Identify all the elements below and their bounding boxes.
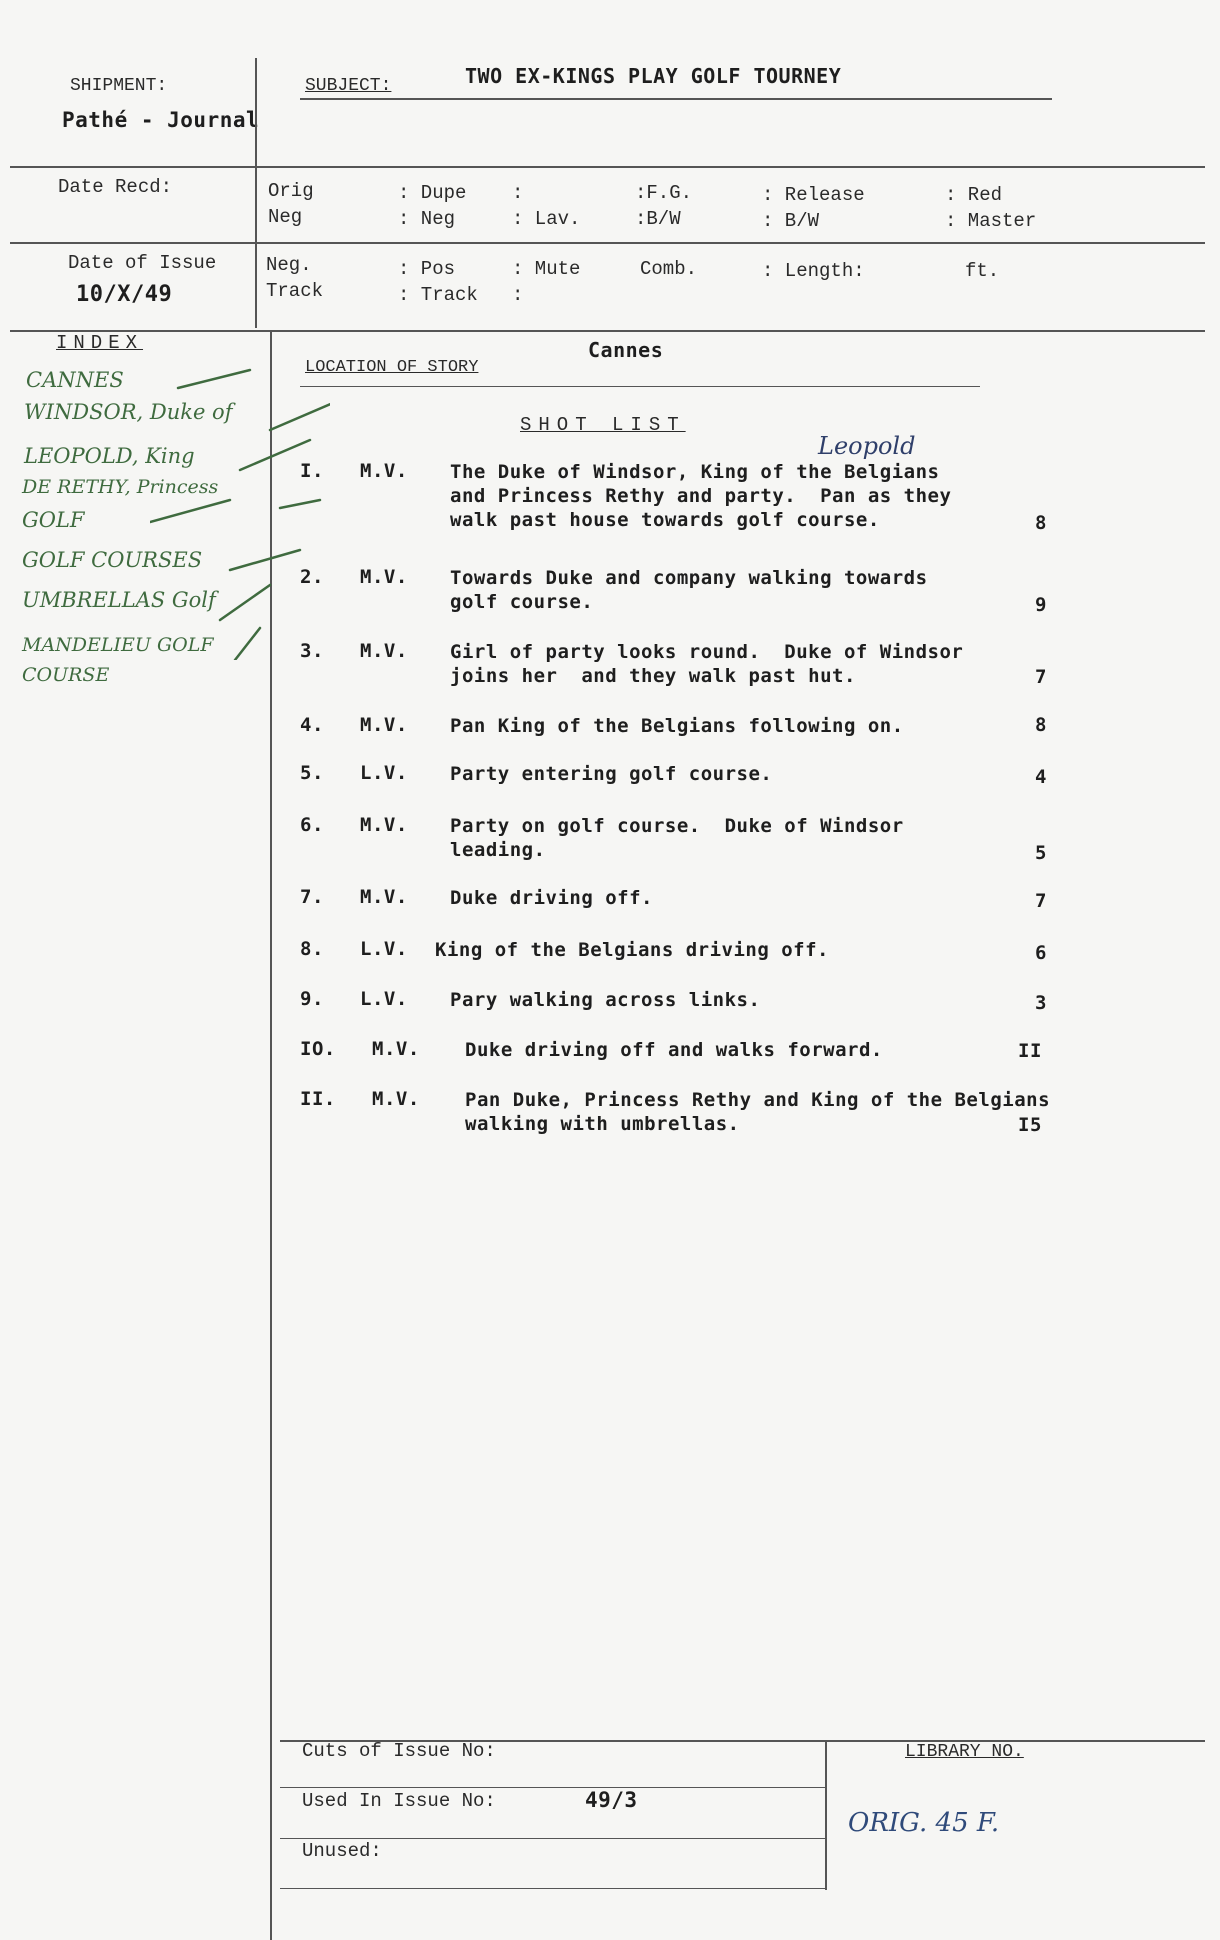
- library-label: LIBRARY NO.: [905, 1742, 1024, 1762]
- index-entry: LEOPOLD, King: [24, 444, 195, 468]
- shot-length: 8: [1035, 714, 1047, 736]
- shot-number: 5.: [300, 762, 324, 784]
- shot-row: [300, 886, 1200, 946]
- rule-1: [10, 166, 1205, 168]
- location-rule: [300, 386, 980, 387]
- used-value: 49/3: [585, 1788, 638, 1812]
- length-label: : Length:: [762, 260, 865, 282]
- shot-row: [300, 460, 1200, 534]
- pos-track: : Pos : Track: [398, 258, 478, 306]
- shot-number: II.: [300, 1088, 336, 1110]
- index-entry: CANNES: [26, 368, 124, 392]
- shot-number: IO.: [300, 1038, 336, 1060]
- shot-type: M.V.: [360, 640, 408, 662]
- shot-type: L.V.: [360, 938, 408, 960]
- shot-row: [300, 1088, 1200, 1148]
- shot-number: 2.: [300, 566, 324, 588]
- shot-length: 8: [1035, 512, 1047, 534]
- shot-description: The Duke of Windsor, King of the Belgians and Princess Rethy and party. Pan as they walk past house towards golf course.: [450, 461, 952, 531]
- shot-type: L.V.: [360, 988, 408, 1010]
- shot-number: 9.: [300, 988, 324, 1010]
- shot-length: I5: [1018, 1114, 1042, 1136]
- shot-description: Pan Duke, Princess Rethy and King of the Belgians walking with umbrellas.: [465, 1089, 1051, 1135]
- handwritten-annotation: Leopold: [818, 432, 916, 460]
- shot-row: [300, 566, 1200, 626]
- shot-list-title: SHOT LIST: [520, 414, 686, 436]
- shot-length: 5: [1035, 842, 1047, 864]
- shot-length: 7: [1035, 666, 1047, 688]
- shot-description: Party on golf course. Duke of Windsor leading.: [450, 815, 904, 861]
- shot-description: Pary walking across links.: [450, 989, 761, 1011]
- shot-description: Pan King of the Belgians following on.: [450, 715, 904, 737]
- date-of-issue-value: 10/X/49: [76, 282, 173, 307]
- subject-underline: [300, 98, 1052, 100]
- shot-row: [300, 814, 1200, 874]
- shot-row: [300, 762, 1200, 822]
- shot-description: Party entering golf course.: [450, 763, 773, 785]
- index-entry: GOLF COURSES: [22, 548, 203, 572]
- shot-type: M.V.: [360, 460, 408, 482]
- fg-bw: :F.G. :B/W: [635, 182, 693, 230]
- subject-value: TWO EX-KINGS PLAY GOLF TOURNEY: [465, 64, 842, 88]
- shot-number: 3.: [300, 640, 324, 662]
- lav: : : Lav.: [512, 182, 581, 230]
- rule-2: [10, 242, 1205, 244]
- footer-rule-3: [280, 1838, 825, 1839]
- unused-label: Unused:: [302, 1840, 382, 1862]
- index-entry: DE RETHY, Princess: [22, 476, 219, 498]
- shot-description: Girl of party looks round. Duke of Windsor joins her and they walk past hut.: [450, 641, 964, 687]
- shot-description: Towards Duke and company walking towards golf course.: [450, 567, 928, 613]
- header-divider: [255, 58, 257, 328]
- shot-number: 6.: [300, 814, 324, 836]
- rule-3: [10, 330, 1205, 332]
- shot-number: I.: [300, 460, 324, 482]
- shot-length: 3: [1035, 992, 1047, 1014]
- cuts-label: Cuts of Issue No:: [302, 1740, 496, 1762]
- index-entry: MANDELIEU GOLF COURSE: [22, 634, 214, 686]
- index-entry: UMBRELLAS Golf: [22, 588, 216, 612]
- shot-length: 9: [1035, 594, 1047, 616]
- shot-type: M.V.: [360, 814, 408, 836]
- shot-type: M.V.: [372, 1038, 420, 1060]
- location-value: Cannes: [588, 338, 664, 362]
- shot-description: Duke driving off.: [450, 887, 653, 909]
- shot-description: King of the Belgians driving off.: [435, 939, 829, 961]
- location-label: LOCATION OF STORY: [305, 358, 479, 377]
- orig-neg: Orig Neg: [268, 180, 314, 228]
- shot-type: M.V.: [360, 886, 408, 908]
- shot-type: M.V.: [360, 714, 408, 736]
- subject-label: SUBJECT:: [305, 76, 392, 96]
- footer-rule-2: [280, 1787, 825, 1788]
- comb: Comb.: [640, 258, 698, 280]
- date-recd-label-text: Date Recd:: [58, 176, 173, 198]
- release-bw: : Release : B/W: [762, 184, 865, 232]
- shot-description: Duke driving off and walks forward.: [465, 1039, 883, 1061]
- shot-type: L.V.: [360, 762, 408, 784]
- shot-type: M.V.: [360, 566, 408, 588]
- shot-length: 4: [1035, 766, 1047, 788]
- used-label: Used In Issue No:: [302, 1790, 496, 1812]
- shot-number: 4.: [300, 714, 324, 736]
- shot-length: 7: [1035, 890, 1047, 912]
- index-title: INDEX: [56, 332, 144, 354]
- footer-divider: [825, 1740, 827, 1890]
- neg-track: Neg. Track: [266, 254, 324, 302]
- footer-rule-4: [280, 1888, 825, 1889]
- index-entry: WINDSOR, Duke of: [24, 400, 233, 424]
- mute: : Mute :: [512, 258, 581, 306]
- shipment-value: Pathé - Journal: [62, 108, 260, 132]
- ft-label: ft.: [965, 260, 1000, 282]
- shot-length: II: [1018, 1040, 1042, 1062]
- index-entry: GOLF: [22, 508, 85, 532]
- shot-number: 7.: [300, 886, 324, 908]
- shot-number: 8.: [300, 938, 324, 960]
- red-master: : Red : Master: [945, 184, 1037, 232]
- shot-type: M.V.: [372, 1088, 420, 1110]
- shot-length: 6: [1035, 942, 1047, 964]
- shot-row: [300, 640, 1200, 700]
- library-value: ORIG. 45 F.: [848, 1808, 1000, 1838]
- shipment-label: SHIPMENT:: [70, 76, 168, 96]
- dupe-neg: : Dupe : Neg: [398, 182, 467, 230]
- date-of-issue-label: Date of Issue: [68, 252, 217, 274]
